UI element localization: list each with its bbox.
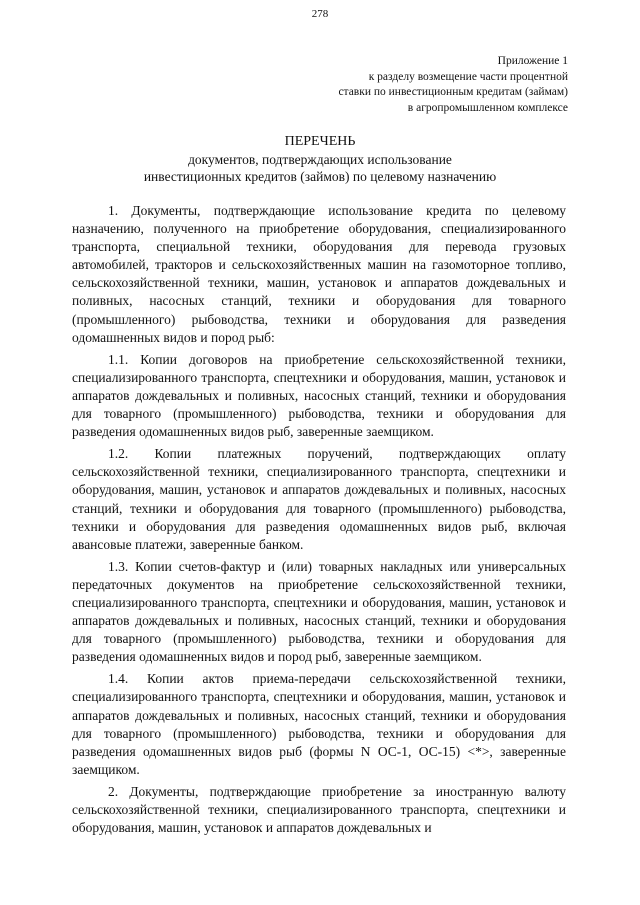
- appendix-block: [338, 54, 568, 116]
- paragraph-2: 2. Документы, подтверждающие приобретение за иностранную валюту сельскохозяйственной техники, специализированного транспорта, спецтехники и оборудования, машин, установок и аппаратов дождевальных и: [72, 783, 566, 836]
- page-number: 278: [311, 8, 329, 20]
- appendix-line: Приложение 1: [497, 55, 568, 67]
- paragraph-1-4: 1.4. Копии актов приема-передачи сельскохозяйственной техники, специализированного транспорта, спецтехники и оборудования, машин, установок и аппаратов дождевальных и поливных, насосных станций, техники и оборудования для товарного (промышленного) рыбоводства, техники и оборудования для разведения одомашненных видов рыб (формы N ОС-1, ОС-15) <*>, заверенные заемщиком.: [72, 671, 566, 777]
- document-heading: [0, 133, 640, 186]
- paragraph-1-2: 1.2. Копии платежных поручений, подтверждающих оплату сельскохозяйственной техники, специализированного транспорта, спецтехники и оборудования, машин, установок и аппаратов дождевальных и поливных, насосных станций, техники и оборудования для товарного (промышленного) рыбоводства, техники и оборудования для разведения одомашненных видов рыб, включая авансовые платежи, заверенные банком.: [72, 446, 566, 552]
- paragraph-1: 1. Документы, подтверждающие использование кредита по целевому назначению, полученного на приобретение оборудования, специализированного транспорта, специальной техники, оборудования для перевода грузовых автомобилей, тракторов и сельскохозяйственных машин на газомоторное топливо, сельскохозяйственной техники, машин, установок и аппаратов дождевальных и поливных, насосных станций, техники и оборудования для товарного (промышленного) рыбоводства, техники и оборудования для разведения одомашненных видов и пород рыб:: [72, 203, 566, 345]
- document-subtitle: документов, подтверждающих использование: [188, 151, 452, 167]
- document-subtitle: инвестиционных кредитов (займов) по целевому назначению: [143, 169, 497, 184]
- appendix-line: к разделу возмещение части процентной: [368, 70, 568, 83]
- document-title: ПЕРЕЧЕНЬ: [284, 134, 356, 149]
- appendix-line: ставки по инвестиционным кредитам (займам): [338, 86, 568, 98]
- paragraph-1-1: 1.1. Копии договоров на приобретение сельскохозяйственной техники, специализированного транспорта, спецтехники и оборудования, машин, установок и аппаратов дождевальных и поливных, насосных станций, техники и оборудования для товарного (промышленного) рыбоводства, техники и оборудования для разведения одомашненных видов рыб, заверенные заемщиком.: [72, 351, 566, 440]
- appendix-line: в агропромышленном комплексе: [407, 101, 568, 114]
- document-body: [72, 202, 566, 841]
- paragraph-1-3: 1.3. Копии счетов-фактур и (или) товарных накладных или универсальных передаточных документов на приобретение сельскохозяйственной техники, специализированного транспорта, спецтехники и оборудования, машин, установок и аппаратов дождевальных и поливных, насосных станций, техники и оборудования для товарного (промышленного) рыбоводства, техники и оборудования для разведения одомашненных видов и пород рыб, заверенные заемщиком.: [72, 558, 566, 665]
